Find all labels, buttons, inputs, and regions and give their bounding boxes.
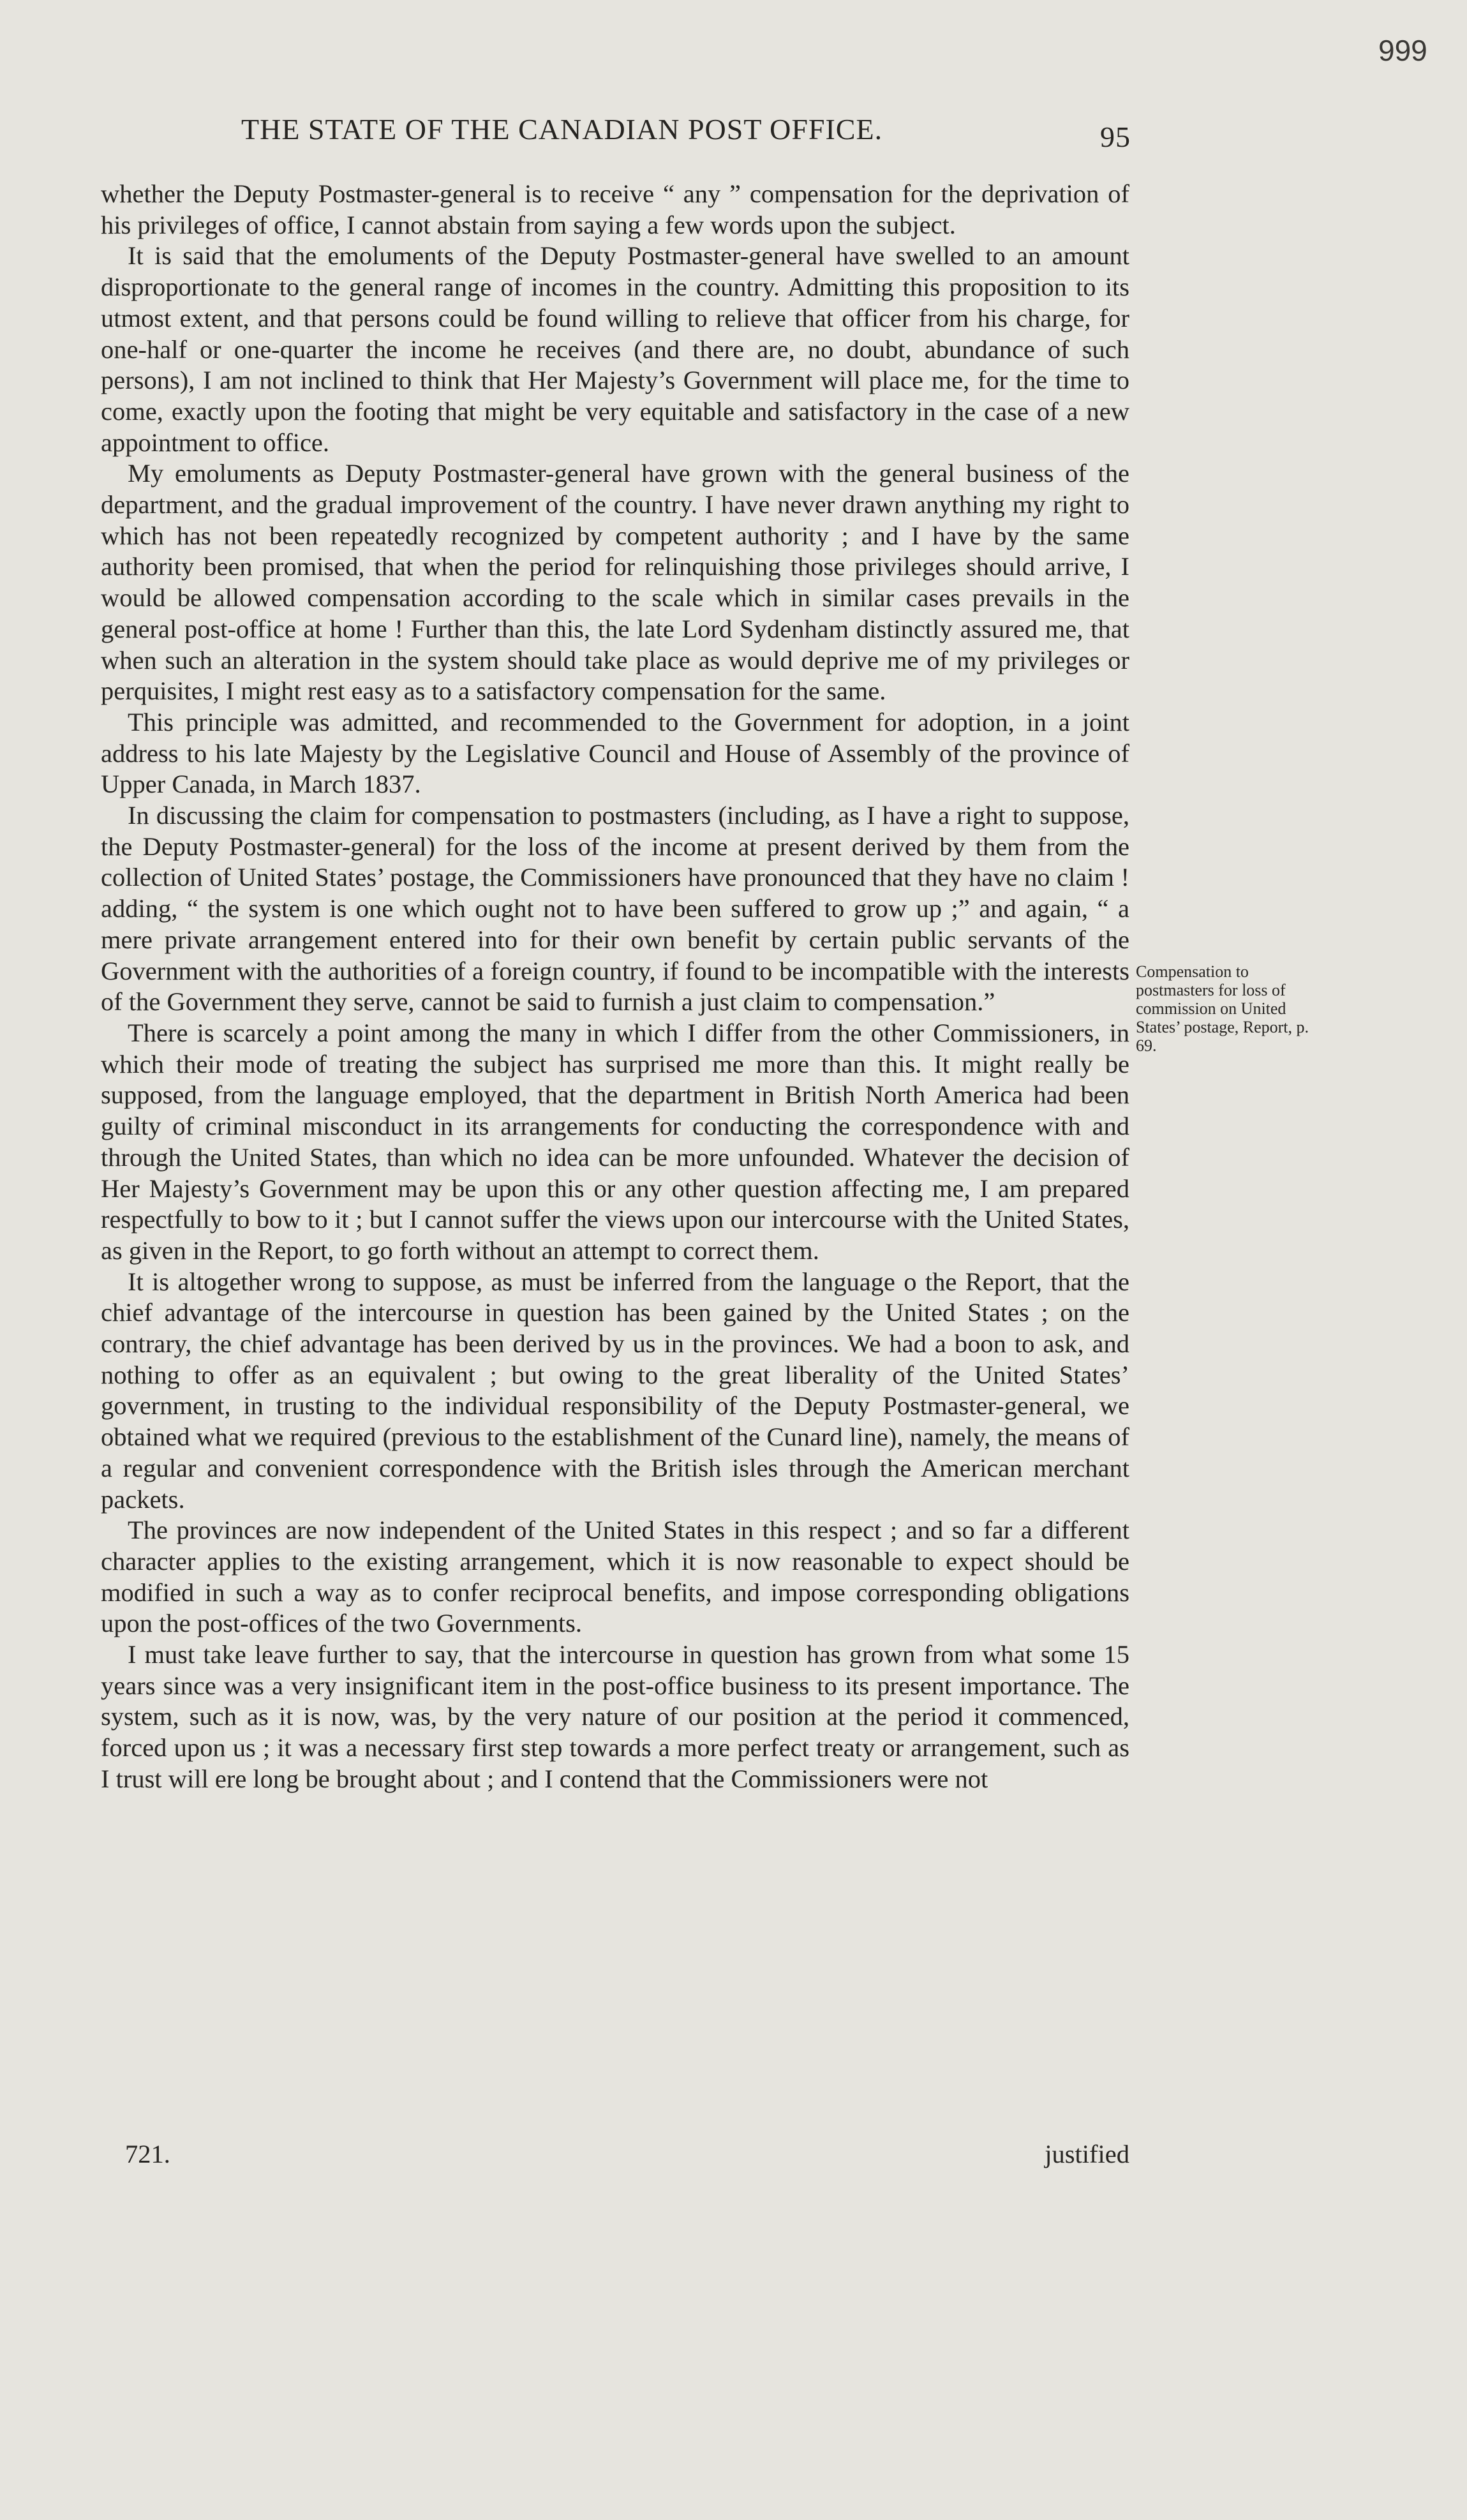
paragraph: In discussing the claim for compensation to postmasters (including, as I have a right to suppose, the Deputy Postmaster-general) for the loss of the income at present derived by them from the collection of United States’ postage, the Commissioners have pronounced that they have no claim ! adding, “ the system is one which ought not to have been suffered to grow up ;” and again, “ a mere private arrangement entered into for their own benefit by certain public servants of the Government with the authorities of a foreign country, if found to be incompatible with the interests of the Government they serve, cannot be said to furnish a just claim to compensation.”: [101, 801, 1129, 1017]
paragraph: whether the Deputy Postmaster-general is to receive “ any ” compensation for the deprivation of his privileges of office, I cannot abstain from saying a few words upon the subject.: [101, 179, 1129, 239]
paragraph: I must take leave further to say, that the intercourse in question has grown from what some 15 years since was a very insignificant item in the post-office business to its present importance. The system, such as it is now, was, by the very nature of our position at the period it commenced, forced upon us ; it was a necessary first step towards a more perfect treaty or arrangement, such as I trust will ere long be brought about ; and I contend that the Commissioners were not: [101, 1640, 1129, 1793]
paragraph: The provinces are now independent of the United States in this respect ; and so far a different character applies to the existing arrangement, which it is now reasonable to expect should be modified in such a way as to confer reciprocal benefits, and impose corresponding obligations upon the post-offices of the two Governments.: [101, 1516, 1129, 1638]
paragraph: There is scarcely a point among the many in which I differ from the other Commissioners, in which their mode of treating the subject has surprised me more than this. It might really be supposed, from the language employed, that the department in British North America had been guilty of criminal misconduct in its arrangements for conducting the correspondence with and through the United States, than which no idea can be more unfounded. Whatever the decision of Her Majesty’s Government may be upon this or any other question affecting me, I am prepared respectfully to bow to it ; but I cannot suffer the views upon our intercourse with the United States, as given in the Report, to go forth without an attempt to correct them.: [101, 1018, 1129, 1265]
paragraph: My emoluments as Deputy Postmaster-general have grown with the general business of the department, and the gradual improvement of the country. I have never drawn anything my right to which has not been repeatedly recognized by competent authority ; and I have by the same authority been promised, that when the period for relinquishing those privileges should arrive, I would be allowed compensation according to the scale which in similar cases prevails in the general post-office at home ! Further than this, the late Lord Sydenham distinctly assured me, that when such an alteration in the system should take place as would deprive me of my privileges or perquisites, I might rest easy as to a satisfactory compensation for the same.: [101, 459, 1129, 706]
page-number-top: 999: [1378, 34, 1427, 67]
catchword: justified: [1045, 2140, 1129, 2168]
paragraph: It is said that the emoluments of the Deputy Postmaster-general have swelled to an amount disproportionate to the general range of incomes in the country. Admitting this proposition to its utmost extent, and that persons could be found willing to relieve that officer from his charge, for one-half or one-quarter the income he receives (and there are, no doubt, abundance of such persons), I am not inclined to think that Her Majesty’s Government will place me, for the time to come, exactly upon the footing that might be very equitable and satisfactory in the case of a new appointment to office.: [101, 241, 1129, 457]
margin-note: Compensation to postmasters for loss of commission on United States’ postage, Report, p. 69.: [1136, 962, 1309, 1055]
running-head-page-number: 95: [1100, 121, 1131, 153]
signature-mark: 721.: [125, 2140, 170, 2168]
body-text: [101, 179, 1129, 1795]
running-head: [241, 112, 1135, 153]
paragraph: This principle was admitted, and recommended to the Government for adoption, in a joint address to his late Majesty by the Legislative Council and House of Assembly of the province of Upper Canada, in March 1837.: [101, 707, 1129, 799]
running-head-title: THE STATE OF THE CANADIAN POST OFFICE.: [241, 113, 883, 145]
paragraph: It is altogether wrong to suppose, as must be inferred from the language o the Report, that the chief advantage of the intercourse in question has been gained by the United States ; on the contrary, the chief advantage has been derived by us in the provinces. We had a boon to ask, and nothing to offer as an equivalent ; but owing to the great liberality of the United States’ government, in trusting to the individual responsibility of the Deputy Postmaster-general, we obtained what we required (previous to the establishment of the Cunard line), namely, the means of a regular and convenient correspondence with the British isles through the American merchant packets.: [101, 1267, 1129, 1514]
